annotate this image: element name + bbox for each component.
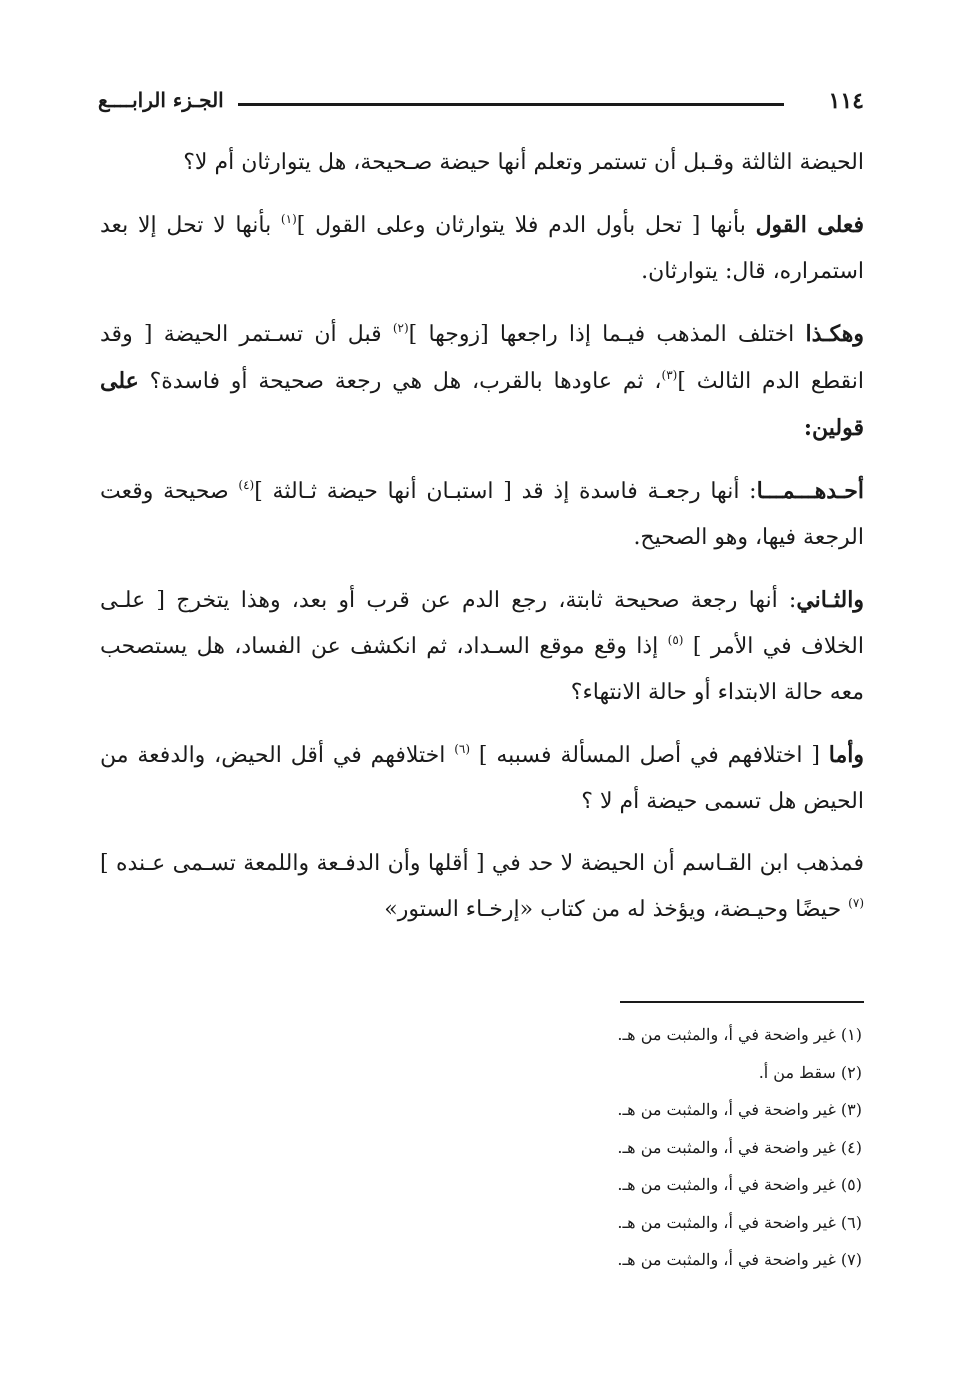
footnote: (٤) غير واضحة في أ، والمثبت من هـ. [617,1137,862,1157]
paragraph [100,841,864,933]
page-number: ١١٤ [828,88,864,114]
main-text [100,140,864,949]
paragraph-text: إذا وقع موقع السـداد، ثم انكشف عن الفساد، هل يستصحب معه حالة الابتداء أو حالة الانتهاء؟ [100,634,864,705]
paragraph-emphasis: على قولين: [100,368,864,441]
paragraph-text: الحيضة الثالثة وقـبل أن تستمر وتعلم أنها حيضة صـحيحة، هل يتوارثان أم لا؟ [183,150,864,175]
paragraph-lead: فعلى القول [755,212,865,238]
paragraph-text: فمذهب ابن القـاسم أن الحيضة لا حد في [ أقلها وأن الدفـعة واللمعة تسـمى عـنده ] [100,851,864,876]
footnote-ref[interactable]: (٣) [661,368,678,382]
footnote: (٦) غير واضحة في أ، والمثبت من هـ. [617,1212,862,1232]
footnote-ref[interactable]: (٥) [667,633,684,647]
footnote: (١) غير واضحة في أ، والمثبت من هـ. [617,1025,862,1044]
paragraph [100,202,864,295]
paragraph-text: ، ثم عاودها بالقرب، هل هي رجعة صحيحة أو فاسدة؟ [138,369,662,394]
footnote-ref[interactable]: (٦) [454,742,471,756]
header-rule [238,103,784,106]
paragraph-text: اختلف المذهب فيـما إذا راجعها [زوجها ] [408,322,806,347]
footnote-ref[interactable]: (٢) [392,321,409,335]
running-header [98,88,864,124]
paragraph-lead: أحـدهـــمـــا [756,478,864,504]
paragraph-text: بأنها لا تحل إلا بعد استمراره، قال: يتوارثان. [100,213,864,284]
footnote-ref[interactable]: (٤) [238,478,255,492]
footnote-separator [620,1001,864,1003]
footnote: (٥) غير واضحة في أ، والمثبت من هـ. [617,1175,862,1194]
paragraph [100,732,864,825]
paragraph [100,468,864,561]
paragraph-text: بأنها [ تحل بأول الدم فلا يتوارثان وعلى القول ] [296,213,756,238]
paragraph-lead: والثـاني [796,587,864,613]
paragraph-text: حيضًا وحيـضة، ويؤخذ له من كتاب «إرخـاء الستور» [384,897,849,922]
paragraph-text: قبل أن تسـتمر الحيضة [ وقد انقطع الدم الثالث ] [100,322,864,394]
footnote: (٢) سقط من أ. [758,1062,862,1082]
paragraph-text: : أنها رجعـة فاسدة إذ قد [ استبـان أنها حيضة ثـالثة ] [254,479,757,504]
paragraph-text: اختلافهم في أقل الحيض، والدفعة من الحيض هل تسمى حيضة أم لا ؟ [100,743,864,814]
part-title: الجـزء الرابــــع [98,88,224,112]
footnote: (٣) غير واضحة في أ، والمثبت من هـ. [617,1100,862,1119]
paragraph [100,311,864,452]
paragraph-text: : أنها رجعة صحيحة ثابتة، رجع الدم عن قرب أو بعد، وهذا يتخرج [ علـى الخلاف في الأمر ] [100,588,864,659]
paragraph-text: صحيحة وقعت الرجعة فيها، وهو الصحيح. [100,479,864,550]
paragraph-text: [ اختلافهم في أصل المسألة فسببه ] [470,743,829,768]
paragraph [100,577,864,716]
paragraph-lead: وأما [828,742,864,768]
paragraph-lead: وهكـذا [805,321,864,347]
footnote: (٧) غير واضحة في أ، والمثبت من هـ. [617,1250,862,1269]
footnotes [100,1016,862,1279]
paragraph [100,140,864,186]
footnote-ref[interactable]: (٧) [848,896,864,910]
footnote-ref[interactable]: (١) [280,212,297,226]
